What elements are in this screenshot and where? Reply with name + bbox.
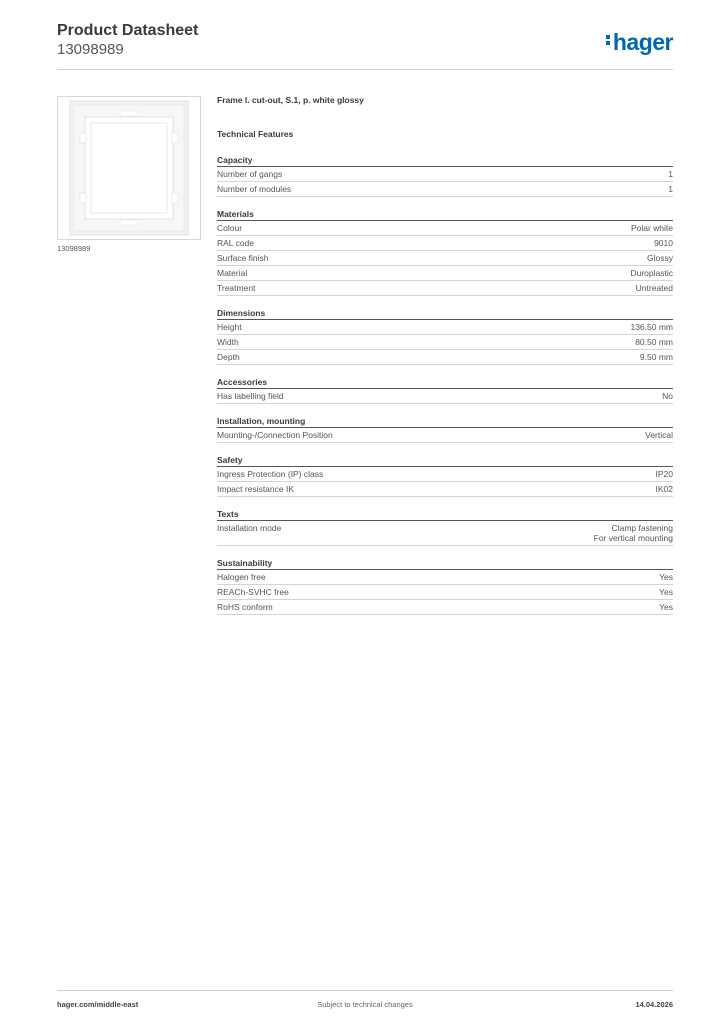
image-caption: 13098989 [57, 244, 91, 253]
product-image [57, 96, 201, 240]
spec-row [217, 266, 673, 281]
spec-value [668, 169, 673, 179]
spec-value [631, 223, 673, 233]
spec-value-line: Yes [659, 602, 673, 612]
section [217, 509, 673, 546]
spec-label: Width [217, 337, 239, 347]
frame-illustration-icon [58, 97, 200, 239]
product-name: Frame l. cut-out, S.1, p. white glossy [217, 95, 364, 105]
spec-value [635, 337, 673, 347]
section-title: Sustainability [217, 558, 673, 570]
section [217, 155, 673, 197]
spec-value [640, 352, 673, 362]
footer-notice: Subject to technical changes [317, 1000, 413, 1009]
spec-row [217, 600, 673, 615]
doc-number: 13098989 [57, 41, 124, 58]
spec-row [217, 320, 673, 335]
spec-value [662, 391, 673, 401]
section [217, 308, 673, 365]
spec-label: Surface finish [217, 253, 269, 263]
section-title: Capacity [217, 155, 673, 167]
spec-value-line: 80.50 mm [635, 337, 673, 347]
spec-label: REACh-SVHC free [217, 587, 289, 597]
section-title: Dimensions [217, 308, 673, 320]
product-details [217, 95, 673, 615]
page-header [57, 22, 673, 70]
spec-value-line: Clamp fastening [611, 523, 673, 533]
section [217, 416, 673, 443]
spec-value-line: IK02 [655, 484, 673, 494]
section [217, 209, 673, 296]
spec-label: Has labelling field [217, 391, 284, 401]
spec-value [659, 572, 673, 582]
spec-label: Depth [217, 352, 240, 362]
features-heading: Technical Features [217, 129, 294, 139]
spec-value-line: Glossy [647, 253, 673, 263]
spec-value-line: Yes [659, 587, 673, 597]
spec-value [668, 184, 673, 194]
spec-row [217, 389, 673, 404]
spec-row [217, 428, 673, 443]
spec-row [217, 236, 673, 251]
spec-label: RAL code [217, 238, 255, 248]
section-title: Materials [217, 209, 673, 221]
section-title: Installation, mounting [217, 416, 673, 428]
spec-label: Number of gangs [217, 169, 283, 179]
section [217, 558, 673, 615]
spec-row [217, 335, 673, 350]
spec-row [217, 167, 673, 182]
spec-value [656, 469, 674, 479]
spec-value-line: No [662, 391, 673, 401]
spec-value [656, 484, 674, 494]
section [217, 455, 673, 497]
spec-value [630, 268, 673, 278]
spec-value-line: For vertical mounting [593, 533, 673, 543]
spec-row [217, 182, 673, 197]
spec-row [217, 467, 673, 482]
spec-row [217, 585, 673, 600]
spec-value [630, 322, 673, 332]
spec-row [217, 221, 673, 236]
spec-value-line: 1 [668, 169, 673, 179]
spec-value-line: 136.50 mm [630, 322, 673, 332]
spec-value-line: Untreated [635, 283, 673, 293]
spec-label: Ingress Protection (IP) class [217, 469, 324, 479]
spec-label: Mounting-/Connection Position [217, 430, 333, 440]
spec-row [217, 281, 673, 296]
spec-label: Impact resistance IK [217, 484, 295, 494]
spec-row [217, 482, 673, 497]
footer-date: 14.04.2026 [635, 1000, 673, 1009]
section [217, 377, 673, 404]
doc-title: Product Datasheet [57, 22, 199, 39]
section-title: Safety [217, 455, 673, 467]
logo-text: hager [612, 29, 673, 55]
spec-label: Material [217, 268, 248, 278]
spec-value [659, 602, 673, 612]
spec-value [636, 283, 673, 293]
section-title: Texts [217, 509, 673, 521]
spec-value-line: Duroplastic [630, 268, 673, 278]
spec-value-line: 9.50 mm [639, 352, 673, 362]
hager-logo [606, 29, 673, 56]
spec-row [217, 251, 673, 266]
spec-value [645, 430, 673, 440]
spec-value [659, 587, 673, 597]
spec-value [654, 238, 673, 248]
spec-value-line: Vertical [645, 430, 673, 440]
logo-dots-icon [606, 33, 611, 47]
page-footer [57, 990, 673, 1012]
spec-label: Number of modules [217, 184, 292, 194]
feature-sections [217, 155, 673, 615]
spec-label: Colour [217, 223, 243, 233]
spec-value-line: 9010 [654, 238, 673, 248]
footer-website: hager.com/middle-east [57, 1000, 139, 1009]
spec-row [217, 570, 673, 585]
spec-value-line: Polar white [630, 223, 673, 233]
spec-value-line: IP20 [655, 469, 673, 479]
spec-label: Installation mode [217, 523, 282, 533]
spec-label: Treatment [217, 283, 256, 293]
spec-value [647, 253, 673, 263]
spec-row [217, 350, 673, 365]
spec-value-line: 1 [668, 184, 673, 194]
spec-label: Halogen free [217, 572, 266, 582]
section-title: Accessories [217, 377, 673, 389]
spec-label: RoHS conform [217, 602, 273, 612]
spec-row [217, 521, 673, 546]
spec-value [594, 523, 673, 543]
spec-value-line: Yes [659, 572, 673, 582]
spec-label: Height [217, 322, 242, 332]
